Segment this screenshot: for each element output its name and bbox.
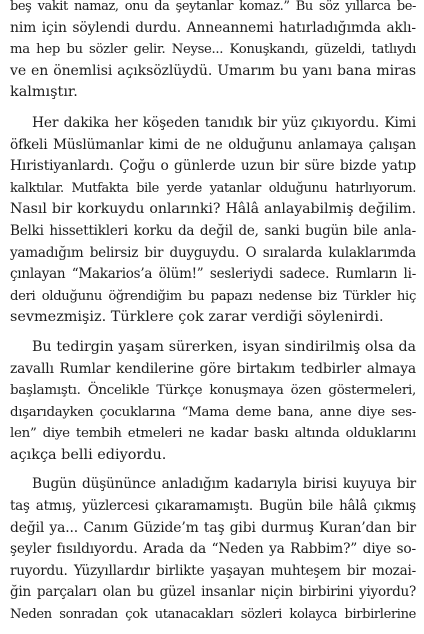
text-line: sevmezmişiz. Türklere çok zarar verdiği söylenirdi. — [10, 309, 384, 326]
text-line: nim için söylendi durdu. Anneannemi hatırladığımda aklı- — [10, 19, 416, 36]
text-line: kalktılar. Mutfakta bile yerde yatanlar olduğunu hatırlıyorum. — [10, 180, 416, 196]
text-line: ma hep bu sözler gelir. Neyse... Konuşkandı, güzeldi, tatlıydı — [10, 42, 416, 58]
text-line: deri olduğunu öğrendiğim bu papazı nedense biz Türkler hiç — [10, 288, 416, 304]
text-line: dışarıdayken çocuklarına “Mama deme bana, anne diye ses- — [10, 404, 416, 420]
paragraph-1 — [10, 0, 416, 104]
text-line: Bu tedirgin yaşam sürerken, isyan sindirilmiş olsa da — [32, 338, 416, 355]
paragraph-3 — [10, 337, 416, 467]
text-line: ruyordu. Yüzyıllardır birlikte yaşayan muhteşem bir mozai- — [10, 562, 416, 579]
text-line: ğin parçaları olan bu güzel insanlar niçin birbirini yiyordu? — [10, 584, 416, 601]
text-line: beş vakit namaz, onu da şeytanlar komaz.” Bu söz yıllarca be- — [10, 0, 416, 14]
text-line: yamadığım belirsiz bir duyguydu. O sıralarda kulaklarımda — [10, 244, 416, 261]
text-line: Her dakika her köşeden tanıdık bir yüz çıkıyordu. Kimi — [32, 114, 416, 131]
paragraph-2 — [10, 113, 416, 329]
text-line: çınlayan “Makarios’a ölüm!” sesleriydi sadece. Rumların li- — [10, 266, 416, 283]
text-line: len” diye tembih etmeleri ne kadar baskı altında olduklarını — [10, 426, 416, 442]
text-line: Bugün düşününce anladığım kadarıyla birisi kuyuya bir — [32, 476, 416, 493]
text-line: zavallı Rumlar kendilerine göre birtakım tedbirler almaya — [10, 360, 416, 377]
text-line: değil ya... Canım Güzide’m taş gibi durmuş Kuran’dan bir — [10, 519, 416, 536]
text-line: taş atmış, yüzlercesi çıkaramamıştı. Bugün bile hâlâ çıkmış — [10, 498, 416, 515]
text-line: Neden sonradan çok utanacakları sözleri kolayca birbirlerine — [10, 607, 416, 623]
text-line: öfkeli Müslümanlar kimi de ne olduğunu anlamaya çalışan — [10, 136, 416, 153]
text-line: Nasıl bir korkuydu onlarınki? Hâlâ anlayabilmiş değilim. — [10, 201, 416, 218]
text-line: kalmıştır. — [10, 84, 78, 101]
paragraph-4 — [10, 474, 416, 625]
text-line: açıkça belli ediyordu. — [10, 446, 167, 463]
text-line: şeyler fısıldıyordu. Arada da “Neden ya Rabbim?” diye so- — [10, 541, 416, 558]
text-line: Hıristiyanlardı. Çoğu o günlerde uzun bir süre bizde yatıp — [10, 158, 416, 175]
book-page — [10, 0, 416, 634]
text-line: Belki hissettikleri korku da değil de, sanki bugün bile anla- — [10, 222, 416, 239]
text-line: ve en önemlisi açıksözlüydü. Umarım bu yanı bana miras — [10, 62, 416, 79]
text-line: başlamıştı. Öncelikle Türkçe konuşmaya özen göstermeleri, — [10, 383, 416, 399]
